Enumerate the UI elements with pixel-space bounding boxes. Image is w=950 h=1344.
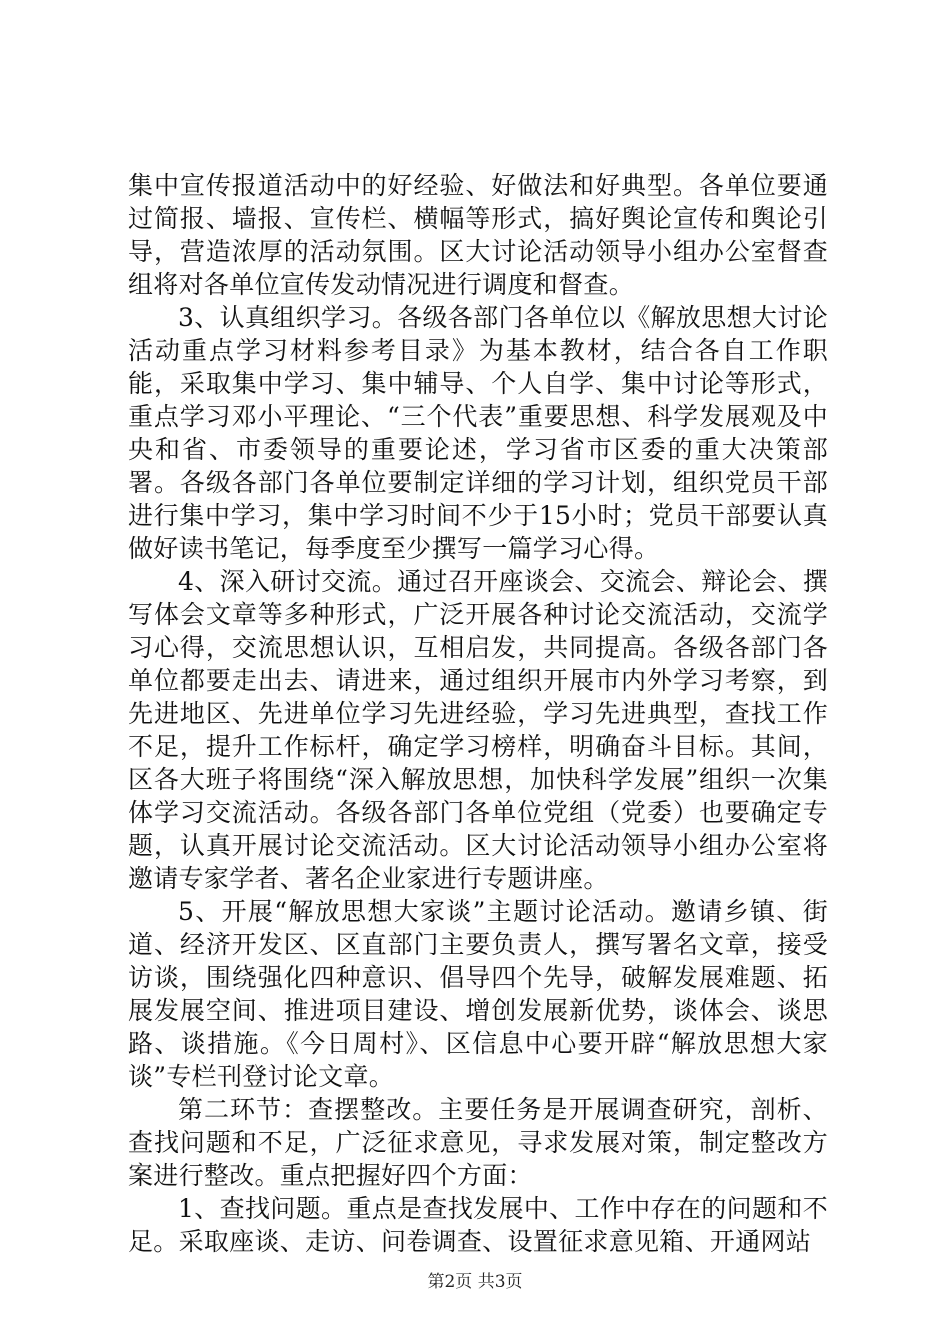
paragraph-organize-study: 3、认真组织学习。各级各部门各单位以《解放思想大讨论活动重点学习材料参考目录》为基本教材，结合各自工作职能，采取集中学习、集中辅导、个人自学、集中讨论等形式，重点学习邓小平理论、“三个代表”重要思想、科学发展观及中央和省、市委领导的重要论述，学习省市区委的重大决策部署。各级各部门各单位要制定详细的学习计划，组织党员干部进行集中学习，集中学习时间不少于15小时；党员干部要认真做好读书笔记，每季度至少撰写一篇学习心得。 xyxy=(128,303,828,563)
paragraph-publicity: 集中宣传报道活动中的好经验、好做法和好典型。各单位要通过简报、墙报、宣传栏、横幅等形式，搞好舆论宣传和舆论引导，营造浓厚的活动氛围。区大讨论活动领导小组办公室督查组将对各单位宣传发动情况进行调度和督查。 xyxy=(128,171,828,299)
document-body xyxy=(128,169,828,1258)
paragraph-second-stage: 第二环节：查摆整改。主要任务是开展调查研究，剖析、查找问题和不足，广泛征求意见，寻求发展对策，制定整改方案进行整改。重点把握好四个方面： xyxy=(128,1095,828,1190)
page-number-footer: 第2页 共3页 xyxy=(427,1272,523,1292)
paragraph-find-problems: 1、查找问题。重点是查找发展中、工作中存在的问题和不足。采取座谈、走访、问卷调查、设置征求意见箱、开通网站 xyxy=(128,1194,828,1256)
paragraph-discussion-exchange: 4、深入研讨交流。通过召开座谈会、交流会、辩论会、撰写体会文章等多种形式，广泛开展各种讨论交流活动，交流学习心得，交流思想认识，互相启发，共同提高。各级各部门各单位都要走出去、请进来，通过组织开展市内外学习考察，到先进地区、先进单位学习先进经验，学习先进典型，查找工作不足，提升工作标杆，确定学习榜样，明确奋斗目标。其间，区各大班子将围绕“深入解放思想，加快科学发展”组织一次集体学习交流活动。各级各部门各单位党组（党委）也要确定专题，认真开展讨论交流活动。区大讨论活动领导小组办公室将邀请专家学者、著名企业家进行专题讲座。 xyxy=(128,567,828,893)
paragraph-everyone-talks: 5、开展“解放思想大家谈”主题讨论活动。邀请乡镇、街道、经济开发区、区直部门主要负责人，撰写署名文章，接受访谈，围绕强化四种意识、倡导四个先导，破解发展难题、拓展发展空间、推进项目建设、增创发展新优势，谈体会、谈思路、谈措施。《今日周村》、区信息中心要开辟“解放思想大家谈”专栏刊登讨论文章。 xyxy=(128,897,828,1091)
